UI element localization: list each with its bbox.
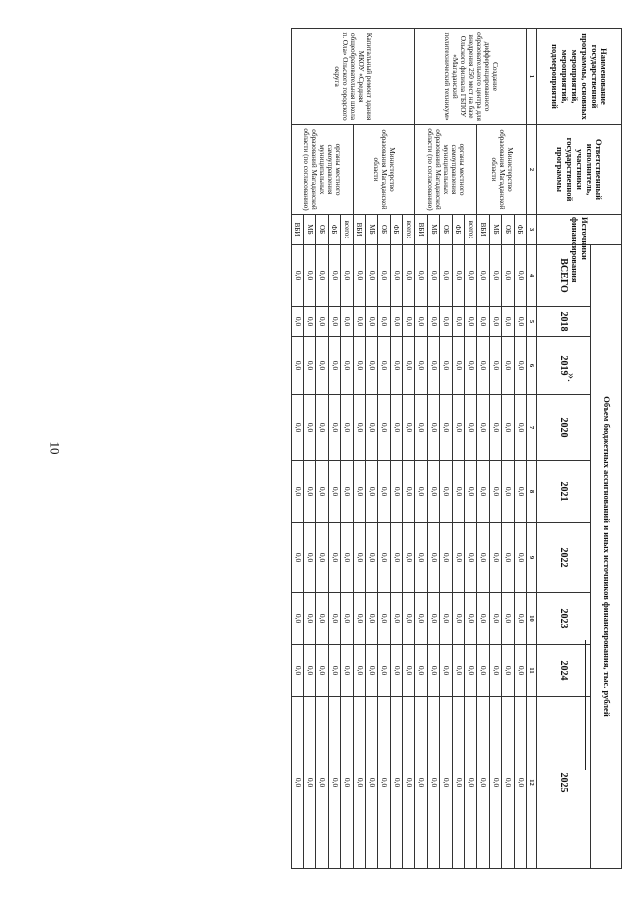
value-cell: 0,0 [403,593,415,645]
value-cell: 0,0 [378,395,390,461]
value-cell: 0,0 [465,593,477,645]
value-cell: 0,0 [316,337,328,395]
value-cell: 0,0 [403,523,415,593]
value-cell: 0,0 [415,645,427,697]
value-cell: 0,0 [440,337,452,395]
value-cell: 0,0 [316,307,328,337]
value-cell: 0,0 [341,395,353,461]
value-cell: 0,0 [365,337,377,395]
value-cell: 0,0 [291,593,303,645]
value-cell: 0,0 [303,395,315,461]
value-cell: 0,0 [427,307,439,337]
header-year-7: 2024 [537,645,591,697]
value-cell: 0,0 [440,593,452,645]
value-cell: 0,0 [427,593,439,645]
value-cell: 0,0 [378,245,390,307]
table-row [403,29,415,869]
value-cell: 0,0 [365,461,377,523]
value-cell: 0,0 [403,245,415,307]
source-cell: МБ [303,215,315,245]
header-year-5: 2022 [537,523,591,593]
value-cell: 0,0 [514,697,526,869]
value-cell: 0,0 [502,395,514,461]
source-cell: ФБ [452,215,464,245]
source-cell: МБ [365,215,377,245]
value-cell: 0,0 [415,461,427,523]
value-cell: 0,0 [378,523,390,593]
value-cell: 0,0 [452,593,464,645]
value-cell: 0,0 [291,307,303,337]
value-cell: 0,0 [415,593,427,645]
header-year-0: ВСЕГО [537,245,591,307]
value-cell: 0,0 [440,523,452,593]
value-cell: 0,0 [353,307,365,337]
measure-name: Капитальный ремонт здания МКОУ «Средняя общеобразовательная школа п. Ола» Ольского городского округа [291,29,415,125]
value-cell: 0,0 [341,307,353,337]
executor-name: Министерство образования Магаданской области [353,125,415,215]
value-cell: 0,0 [378,645,390,697]
value-cell: 0,0 [353,395,365,461]
value-cell: 0,0 [390,593,402,645]
column-index: 1 [527,29,537,125]
value-cell: 0,0 [477,461,489,523]
value-cell: 0,0 [341,245,353,307]
value-cell: 0,0 [514,593,526,645]
value-cell: 0,0 [316,523,328,593]
value-cell: 0,0 [452,461,464,523]
executor-name: органы местного самоуправления муниципальных образований Магаданской области (по согласованию) [415,125,477,215]
column-index: 12 [527,697,537,869]
value-cell: 0,0 [514,645,526,697]
value-cell: 0,0 [477,337,489,395]
value-cell: 0,0 [452,245,464,307]
value-cell: 0,0 [465,523,477,593]
value-cell: 0,0 [303,337,315,395]
value-cell: 0,0 [465,307,477,337]
executor-name: органы местного самоуправления муниципальных образований Магаданской области (по согласованию) [291,125,353,215]
executor-name: Министерство образования Магаданской области [477,125,527,215]
source-cell: ФБ [328,215,340,245]
header-name: Наименование государственной программы, основных мероприятий, мероприятий, подмероприятий [537,29,622,125]
value-cell: 0,0 [502,645,514,697]
value-cell: 0,0 [341,337,353,395]
value-cell: 0,0 [303,523,315,593]
value-cell: 0,0 [303,593,315,645]
value-cell: 0,0 [328,461,340,523]
value-cell: 0,0 [465,337,477,395]
value-cell: 0,0 [353,337,365,395]
value-cell: 0,0 [514,395,526,461]
value-cell: 0,0 [328,697,340,869]
header-year-1: 2018 [537,307,591,337]
value-cell: 0,0 [390,395,402,461]
value-cell: 0,0 [341,645,353,697]
header-year-6: 2023 [537,593,591,645]
table-row [341,29,353,869]
value-cell: 0,0 [403,461,415,523]
value-cell: 0,0 [328,307,340,337]
source-cell: ОБ [440,215,452,245]
source-cell: всего: [403,215,415,245]
column-index: 5 [527,307,537,337]
value-cell: 0,0 [390,697,402,869]
value-cell: 0,0 [489,245,501,307]
value-cell: 0,0 [303,461,315,523]
value-cell: 0,0 [316,645,328,697]
header-year-2: 2019 [537,337,591,395]
value-cell: 0,0 [328,245,340,307]
column-index: 7 [527,395,537,461]
value-cell: 0,0 [378,337,390,395]
header-executor: Ответственный исполнитель, участники государственной программы [537,125,622,215]
value-cell: 0,0 [477,395,489,461]
value-cell: 0,0 [440,395,452,461]
value-cell: 0,0 [303,645,315,697]
value-cell: 0,0 [291,395,303,461]
source-cell: МБ [489,215,501,245]
value-cell: 0,0 [415,395,427,461]
value-cell: 0,0 [489,523,501,593]
value-cell: 0,0 [328,523,340,593]
value-cell: 0,0 [415,337,427,395]
source-cell: ВБИ [477,215,489,245]
value-cell: 0,0 [502,593,514,645]
financing-table [291,28,622,869]
value-cell: 0,0 [502,245,514,307]
source-cell: ВБИ [415,215,427,245]
value-cell: 0,0 [489,307,501,337]
value-cell: 0,0 [341,523,353,593]
value-cell: 0,0 [341,461,353,523]
value-cell: 0,0 [514,337,526,395]
value-cell: 0,0 [291,645,303,697]
value-cell: 0,0 [353,523,365,593]
end-mark: ». [565,373,579,382]
value-cell: 0,0 [390,645,402,697]
value-cell: 0,0 [316,461,328,523]
value-cell: 0,0 [328,337,340,395]
value-cell: 0,0 [452,523,464,593]
value-cell: 0,0 [353,245,365,307]
value-cell: 0,0 [316,395,328,461]
source-cell: ОБ [502,215,514,245]
value-cell: 0,0 [489,337,501,395]
value-cell: 0,0 [365,307,377,337]
value-cell: 0,0 [514,523,526,593]
value-cell: 0,0 [440,307,452,337]
value-cell: 0,0 [303,697,315,869]
source-cell: ВБИ [353,215,365,245]
value-cell: 0,0 [514,245,526,307]
value-cell: 0,0 [477,593,489,645]
value-cell: 0,0 [465,245,477,307]
value-cell: 0,0 [415,245,427,307]
value-cell: 0,0 [452,395,464,461]
value-cell: 0,0 [353,697,365,869]
value-cell: 0,0 [465,697,477,869]
value-cell: 0,0 [452,645,464,697]
source-cell: ФБ [390,215,402,245]
value-cell: 0,0 [502,337,514,395]
header-year-4: 2021 [537,461,591,523]
value-cell: 0,0 [514,461,526,523]
value-cell: 0,0 [415,307,427,337]
header-source: Источники финансирования [537,215,622,245]
value-cell: 0,0 [316,697,328,869]
source-cell: всего: [341,215,353,245]
value-cell: 0,0 [502,523,514,593]
value-cell: 0,0 [452,337,464,395]
value-cell: 0,0 [328,593,340,645]
value-cell: 0,0 [378,461,390,523]
value-cell: 0,0 [440,461,452,523]
source-cell: ВБИ [291,215,303,245]
value-cell: 0,0 [316,593,328,645]
value-cell: 0,0 [489,645,501,697]
source-cell: МБ [427,215,439,245]
value-cell: 0,0 [427,245,439,307]
column-index: 2 [527,125,537,215]
value-cell: 0,0 [440,697,452,869]
value-cell: 0,0 [365,245,377,307]
value-cell: 0,0 [427,337,439,395]
value-cell: 0,0 [452,307,464,337]
value-cell: 0,0 [489,697,501,869]
value-cell: 0,0 [415,523,427,593]
value-cell: 0,0 [427,395,439,461]
value-cell: 0,0 [427,645,439,697]
value-cell: 0,0 [440,245,452,307]
value-cell: 0,0 [477,697,489,869]
value-cell: 0,0 [291,461,303,523]
value-cell: 0,0 [403,645,415,697]
value-cell: 0,0 [353,593,365,645]
header-year-8: 2025 [537,697,591,869]
value-cell: 0,0 [353,461,365,523]
value-cell: 0,0 [390,245,402,307]
value-cell: 0,0 [477,307,489,337]
header-year-3: 2020 [537,395,591,461]
value-cell: 0,0 [390,523,402,593]
value-cell: 0,0 [390,461,402,523]
column-index: 10 [527,593,537,645]
value-cell: 0,0 [365,645,377,697]
value-cell: 0,0 [489,461,501,523]
value-cell: 0,0 [378,307,390,337]
rotated-table-container [78,28,622,868]
header-volume: Объем бюджетных ассигнований и иных источников финансирования, тыс. рублей [591,245,622,869]
value-cell: 0,0 [303,307,315,337]
column-index: 3 [527,215,537,245]
table-row [465,29,477,869]
value-cell: 0,0 [427,461,439,523]
value-cell: 0,0 [378,697,390,869]
value-cell: 0,0 [291,337,303,395]
value-cell: 0,0 [415,697,427,869]
column-index: 8 [527,461,537,523]
value-cell: 0,0 [378,593,390,645]
measure-name: Создание дифференцированного образовательного центра для внедрения 250 мест на базе Ольского филиала ГБПОУ «Магаданский политехнический техникум» [415,29,527,125]
page-number: 10 [47,441,63,455]
value-cell: 0,0 [291,697,303,869]
value-cell: 0,0 [427,523,439,593]
value-cell: 0,0 [489,593,501,645]
value-cell: 0,0 [291,523,303,593]
value-cell: 0,0 [502,461,514,523]
value-cell: 0,0 [514,307,526,337]
value-cell: 0,0 [390,337,402,395]
value-cell: 0,0 [365,395,377,461]
value-cell: 0,0 [353,645,365,697]
value-cell: 0,0 [477,523,489,593]
column-index: 11 [527,645,537,697]
value-cell: 0,0 [328,395,340,461]
source-cell: ФБ [514,215,526,245]
value-cell: 0,0 [328,645,340,697]
value-cell: 0,0 [489,395,501,461]
value-cell: 0,0 [477,245,489,307]
value-cell: 0,0 [427,697,439,869]
value-cell: 0,0 [452,697,464,869]
column-index: 9 [527,523,537,593]
source-cell: всего: [465,215,477,245]
value-cell: 0,0 [502,697,514,869]
value-cell: 0,0 [365,593,377,645]
value-cell: 0,0 [440,645,452,697]
value-cell: 0,0 [465,461,477,523]
value-cell: 0,0 [403,337,415,395]
value-cell: 0,0 [341,697,353,869]
value-cell: 0,0 [403,395,415,461]
source-cell: ОБ [316,215,328,245]
value-cell: 0,0 [316,245,328,307]
value-cell: 0,0 [303,245,315,307]
value-cell: 0,0 [390,307,402,337]
value-cell: 0,0 [465,645,477,697]
value-cell: 0,0 [502,307,514,337]
value-cell: 0,0 [403,697,415,869]
value-cell: 0,0 [477,645,489,697]
source-cell: ОБ [378,215,390,245]
column-index: 6 [527,337,537,395]
value-cell: 0,0 [341,593,353,645]
value-cell: 0,0 [365,523,377,593]
table-row [514,29,526,869]
value-cell: 0,0 [403,307,415,337]
value-cell: 0,0 [465,395,477,461]
value-cell: 0,0 [365,697,377,869]
signature-line [585,640,586,770]
column-index: 4 [527,245,537,307]
value-cell: 0,0 [291,245,303,307]
